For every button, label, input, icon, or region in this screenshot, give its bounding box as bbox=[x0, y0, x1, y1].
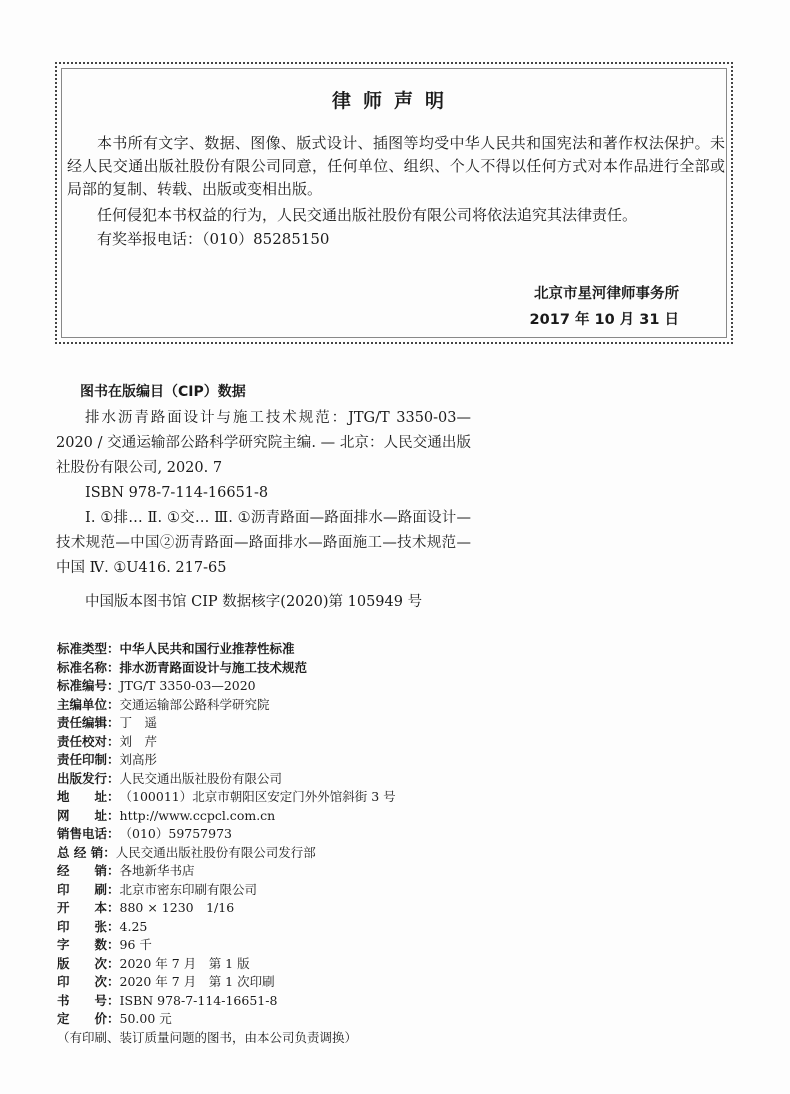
detail-label: 责任编辑： bbox=[57, 715, 120, 730]
detail-row bbox=[57, 659, 557, 678]
detail-label: 标准编号： bbox=[57, 678, 120, 693]
detail-label: 网 址： bbox=[57, 807, 120, 823]
detail-label: 出版发行： bbox=[57, 770, 120, 786]
detail-row bbox=[57, 862, 557, 881]
cip-main-entry bbox=[56, 406, 471, 506]
detail-label: 定 价： bbox=[57, 1011, 120, 1026]
detail-value: 人民交通出版社股份有限公司发行部 bbox=[115, 844, 316, 860]
detail-label: 地 址： bbox=[57, 789, 120, 804]
detail-label: 印 次： bbox=[57, 974, 120, 989]
cip-classification: Ⅰ. ①排… Ⅱ. ①交… Ⅲ. ①沥青路面—路面排水—路面设计—技术规范—中国②沥青路面—路面排水—路面施工—技术规范—中国 Ⅳ. ①U416. 217-65 bbox=[56, 510, 471, 576]
detail-label: 开 本： bbox=[57, 900, 120, 915]
detail-label: 总 经 销： bbox=[57, 844, 116, 860]
detail-value: 880 × 1230 1/16 bbox=[119, 900, 235, 915]
notice-title: 律师声明 bbox=[331, 90, 456, 112]
detail-value: http://www.ccpcl.com.cn bbox=[119, 807, 276, 823]
detail-row bbox=[57, 918, 557, 937]
detail-value: 50.00 元 bbox=[119, 1011, 172, 1026]
detail-label: 责任印制： bbox=[57, 752, 120, 767]
publication-details-list bbox=[57, 640, 557, 1029]
quality-footnote: （有印刷、装订质量问题的图书，由本公司负责调换） bbox=[57, 1029, 358, 1045]
detail-row bbox=[57, 770, 557, 789]
detail-row bbox=[57, 751, 557, 770]
detail-value: 排水沥青路面设计与施工技术规范 bbox=[119, 659, 308, 675]
detail-row bbox=[57, 955, 557, 974]
detail-value: 刘高彤 bbox=[119, 752, 158, 767]
detail-row bbox=[57, 788, 557, 807]
detail-value: 4.25 bbox=[119, 918, 148, 934]
notice-paragraph-liability: 任何侵犯本书权益的行为，人民交通出版社股份有限公司将依法追究其法律责任。 bbox=[97, 206, 638, 224]
detail-row bbox=[57, 714, 557, 733]
detail-row bbox=[57, 640, 557, 659]
detail-value: 北京市密东印刷有限公司 bbox=[119, 881, 258, 897]
notice-paragraph-copyright: 本书所有文字、数据、图像、版式设计、插图等均受中华人民共和国宪法和著作权法保护。未经人民交通出版社股份有限公司同意，任何单位、组织、个人不得以任何方式对本作品进行全部或局部的复制、转载、出版或变相出版。 bbox=[67, 134, 725, 198]
detail-value: 刘 芹 bbox=[119, 733, 158, 749]
detail-label: 标准名称： bbox=[57, 659, 120, 675]
detail-label: 印 刷： bbox=[57, 881, 120, 897]
law-firm-name: 北京市星河律师事务所 bbox=[534, 286, 679, 302]
lawyer-statement-box bbox=[55, 62, 733, 344]
detail-value: （100011）北京市朝阳区安定门外外馆斜街 3 号 bbox=[119, 789, 396, 804]
detail-label: 书 号： bbox=[57, 992, 120, 1008]
detail-label: 版 次： bbox=[57, 955, 120, 971]
detail-value: 各地新华书店 bbox=[119, 863, 195, 878]
detail-row bbox=[57, 992, 557, 1011]
detail-value: JTG/T 3350-03—2020 bbox=[119, 678, 256, 693]
detail-label: 主编单位： bbox=[57, 696, 120, 712]
detail-row bbox=[57, 696, 557, 715]
cip-title-entry: 排水沥青路面设计与施工技术规范：JTG/T 3350-03—2020 / 交通运输部公路科学研究院主编. — 北京：人民交通出版社股份有限公司, 2020. 7 bbox=[56, 410, 471, 476]
detail-label: 标准类型： bbox=[57, 641, 120, 656]
cip-record-number: 中国版本图书馆 CIP 数据核字(2020)第 105949 号 bbox=[85, 594, 423, 610]
detail-row bbox=[57, 677, 557, 696]
detail-row bbox=[57, 973, 557, 992]
publication-details bbox=[57, 640, 557, 1047]
detail-row bbox=[57, 844, 557, 863]
detail-value: 96 千 bbox=[119, 937, 152, 952]
detail-row bbox=[57, 936, 557, 955]
notice-hotline: 有奖举报电话：（010）85285150 bbox=[97, 230, 330, 248]
detail-value: 人民交通出版社股份有限公司 bbox=[119, 770, 283, 786]
detail-value: 2020 年 7 月 第 1 次印刷 bbox=[119, 974, 275, 989]
cip-isbn: ISBN 978-7-114-16651-8 bbox=[85, 485, 269, 501]
detail-row bbox=[57, 733, 557, 752]
detail-row bbox=[57, 881, 557, 900]
cip-heading: 图书在版编目（CIP）数据 bbox=[80, 384, 246, 400]
detail-row bbox=[57, 899, 557, 918]
detail-value: （010）59757973 bbox=[119, 826, 232, 841]
statement-date: 2017 年 10 月 31 日 bbox=[529, 312, 679, 328]
detail-row bbox=[57, 825, 557, 844]
detail-label: 责任校对： bbox=[57, 733, 120, 749]
detail-label: 经 销： bbox=[57, 863, 120, 878]
detail-row bbox=[57, 807, 557, 826]
detail-label: 印 张： bbox=[57, 918, 120, 934]
detail-label: 字 数： bbox=[57, 937, 120, 952]
detail-value: 2020 年 7 月 第 1 版 bbox=[119, 955, 250, 971]
detail-value: 中华人民共和国行业推荐性标准 bbox=[119, 641, 295, 656]
detail-value: 丁 遥 bbox=[119, 715, 158, 730]
detail-row bbox=[57, 1010, 557, 1029]
detail-value: 交通运输部公路科学研究院 bbox=[119, 696, 270, 712]
detail-label: 销售电话： bbox=[57, 826, 120, 841]
detail-value: ISBN 978-7-114-16651-8 bbox=[119, 992, 278, 1008]
